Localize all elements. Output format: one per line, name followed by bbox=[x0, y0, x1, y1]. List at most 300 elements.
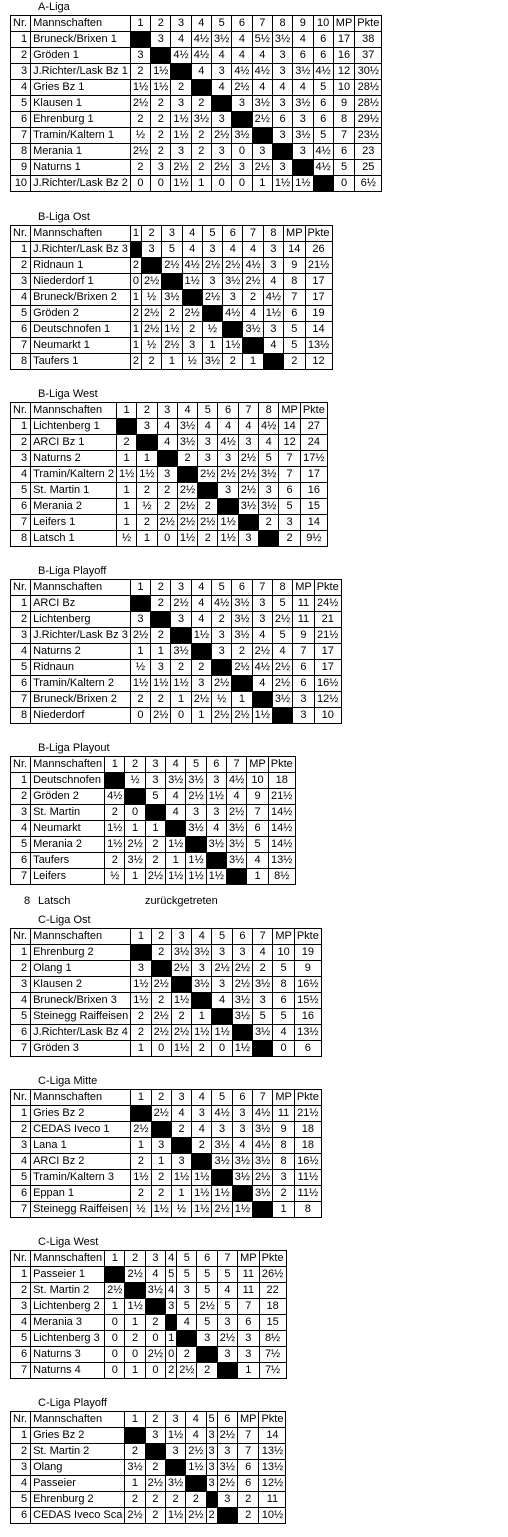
score-cell: 9 bbox=[333, 96, 355, 112]
score-cell: 3½ bbox=[293, 128, 313, 144]
score-cell: 2 bbox=[186, 1492, 206, 1508]
rank-cell: 4 bbox=[11, 1476, 31, 1492]
column-header: 5 bbox=[212, 929, 232, 945]
score-cell: 2 bbox=[151, 96, 171, 112]
score-cell: 3 bbox=[137, 419, 157, 435]
rank-cell: 4 bbox=[11, 1154, 31, 1170]
score-cell: 3½ bbox=[232, 1154, 252, 1170]
score-cell: 3½ bbox=[177, 435, 197, 451]
score-cell: 18 bbox=[259, 1299, 286, 1315]
score-cell: 1 bbox=[192, 1009, 212, 1025]
table-row bbox=[11, 112, 382, 128]
score-cell: 1 bbox=[130, 290, 141, 306]
score-cell: 6 bbox=[313, 32, 333, 48]
score-cell: 1 bbox=[131, 1041, 151, 1057]
score-cell: 2½ bbox=[212, 676, 232, 692]
score-cell: 3 bbox=[192, 1106, 212, 1122]
score-cell: 1 bbox=[116, 483, 136, 499]
score-cell: 4 bbox=[232, 32, 252, 48]
score-cell: 1 bbox=[116, 499, 136, 515]
column-header: 6 bbox=[217, 1412, 237, 1428]
score-cell: 14 bbox=[300, 515, 327, 531]
score-cell: 22 bbox=[259, 1283, 286, 1299]
score-cell: 5 bbox=[177, 1299, 197, 1315]
rank-cell: 3 bbox=[11, 64, 31, 80]
score-cell: 12 bbox=[279, 435, 301, 451]
self-match-cell bbox=[223, 322, 243, 338]
score-cell: 8 bbox=[273, 1154, 295, 1170]
team-cell: Naturns 2 bbox=[31, 644, 131, 660]
score-cell: 2½ bbox=[232, 977, 252, 993]
score-cell: 3 bbox=[217, 1315, 237, 1331]
score-cell: 3 bbox=[293, 112, 313, 128]
score-cell: 1½ bbox=[137, 467, 157, 483]
column-header: Pkte bbox=[300, 403, 327, 419]
score-cell: 2 bbox=[145, 1508, 165, 1524]
score-cell: 5 bbox=[197, 1315, 217, 1331]
self-match-cell bbox=[145, 805, 165, 821]
score-cell: 3 bbox=[272, 64, 292, 80]
score-cell: 3½ bbox=[186, 821, 206, 837]
score-cell: 1 bbox=[171, 1186, 191, 1202]
score-cell: 5 bbox=[284, 322, 306, 338]
score-cell: ½ bbox=[182, 354, 202, 370]
score-cell: 2 bbox=[131, 1154, 151, 1170]
score-cell: 3 bbox=[212, 945, 232, 961]
rank-cell: 4 bbox=[11, 1315, 31, 1331]
score-cell: 3 bbox=[238, 435, 258, 451]
score-cell: 4 bbox=[273, 1025, 295, 1041]
table-row bbox=[11, 708, 342, 724]
score-cell: 4½ bbox=[212, 1106, 232, 1122]
rank-cell: 1 bbox=[11, 1267, 31, 1283]
score-cell: 2½ bbox=[130, 144, 150, 160]
score-cell: 11 bbox=[293, 612, 315, 628]
score-cell: 3½ bbox=[232, 128, 252, 144]
score-cell: 2½ bbox=[218, 467, 238, 483]
standings-table bbox=[10, 756, 296, 885]
column-header: 10 bbox=[313, 16, 333, 32]
score-cell: 1½ bbox=[171, 1170, 191, 1186]
score-cell: 2 bbox=[141, 354, 161, 370]
self-match-cell bbox=[217, 1508, 237, 1524]
table-row bbox=[11, 1347, 287, 1363]
score-cell: 0 bbox=[212, 176, 232, 192]
score-cell: ½ bbox=[137, 499, 157, 515]
score-cell: 2 bbox=[151, 945, 171, 961]
score-cell: 3 bbox=[151, 660, 171, 676]
score-cell: 5 bbox=[197, 1283, 217, 1299]
score-cell: 3½ bbox=[253, 1154, 273, 1170]
score-cell: 2 bbox=[171, 1009, 191, 1025]
score-cell: 2 bbox=[105, 805, 125, 821]
column-header: 5 bbox=[198, 403, 218, 419]
score-cell: 1½ bbox=[130, 676, 150, 692]
score-cell: 2½ bbox=[145, 1347, 165, 1363]
column-header: Nr. bbox=[11, 403, 31, 419]
score-cell: 6 bbox=[272, 112, 292, 128]
score-cell: 0 bbox=[125, 805, 145, 821]
self-match-cell bbox=[130, 32, 150, 48]
score-cell: 2½ bbox=[171, 596, 191, 612]
score-cell: 6 bbox=[237, 1476, 259, 1492]
team-cell: ARCI Bz 1 bbox=[31, 435, 117, 451]
score-cell: 3 bbox=[272, 48, 292, 64]
table-row bbox=[11, 435, 328, 451]
score-cell: 9½ bbox=[300, 531, 327, 547]
score-cell: 1½ bbox=[223, 338, 243, 354]
score-cell: 1½ bbox=[263, 306, 283, 322]
score-cell: 12½ bbox=[314, 692, 341, 708]
table-row bbox=[11, 961, 322, 977]
score-cell: 1½ bbox=[171, 993, 191, 1009]
column-header: 2 bbox=[145, 1412, 165, 1428]
team-cell: Niederdorf bbox=[31, 708, 131, 724]
score-cell: 3½ bbox=[259, 499, 279, 515]
self-match-cell bbox=[157, 451, 177, 467]
score-cell: 3 bbox=[166, 1299, 177, 1315]
column-header: 6 bbox=[223, 226, 243, 242]
score-cell: 24½ bbox=[314, 596, 341, 612]
score-cell: 26½ bbox=[259, 1267, 286, 1283]
score-cell: 6 bbox=[313, 48, 333, 64]
self-match-cell bbox=[151, 961, 171, 977]
score-cell: 2 bbox=[151, 1186, 171, 1202]
score-cell: 13½ bbox=[259, 1460, 286, 1476]
table-row bbox=[11, 322, 333, 338]
score-cell: 2 bbox=[191, 128, 211, 144]
table-row bbox=[11, 692, 342, 708]
team-cell: Olang bbox=[31, 1460, 125, 1476]
score-cell: 2½ bbox=[232, 80, 252, 96]
score-cell: 0 bbox=[166, 1347, 177, 1363]
rank-cell: 3 bbox=[11, 977, 31, 993]
score-cell: 3 bbox=[252, 596, 272, 612]
team-cell: ARCI Bz bbox=[31, 596, 131, 612]
score-cell: 2½ bbox=[141, 274, 161, 290]
score-cell: 3½ bbox=[217, 1460, 237, 1476]
team-cell: Deutschnofen 1 bbox=[31, 322, 131, 338]
score-cell: 4 bbox=[252, 48, 272, 64]
score-cell: 4½ bbox=[223, 306, 243, 322]
score-cell: 2 bbox=[130, 306, 141, 322]
team-cell: Olang 1 bbox=[31, 961, 131, 977]
team-cell: Tramin/Kaltern 2 bbox=[31, 467, 117, 483]
rank-cell: 6 bbox=[11, 322, 31, 338]
score-cell: 2½ bbox=[186, 1444, 206, 1460]
score-cell: 17 bbox=[305, 290, 332, 306]
rank-cell: 5 bbox=[11, 306, 31, 322]
column-header: Pkte bbox=[294, 1090, 321, 1106]
table-row bbox=[11, 290, 333, 306]
score-cell: 2 bbox=[151, 144, 171, 160]
table-row bbox=[11, 467, 328, 483]
score-cell: 1½ bbox=[105, 837, 125, 853]
withdrawn-note: zurückgetreten bbox=[145, 895, 218, 907]
score-cell: ½ bbox=[171, 1202, 191, 1218]
score-cell: 13½ bbox=[294, 1025, 321, 1041]
score-cell: 3 bbox=[212, 628, 232, 644]
score-cell: 2½ bbox=[125, 1267, 145, 1283]
column-header: 9 bbox=[293, 16, 313, 32]
score-cell: 14½ bbox=[268, 821, 295, 837]
section-title: B-Liga West bbox=[38, 388, 98, 400]
score-cell: 3 bbox=[151, 1138, 171, 1154]
self-match-cell bbox=[198, 483, 218, 499]
column-header: 6 bbox=[218, 403, 238, 419]
table-row bbox=[11, 1170, 322, 1186]
self-match-cell bbox=[206, 1492, 217, 1508]
team-cell: Merania 1 bbox=[31, 144, 131, 160]
score-cell: 14 bbox=[279, 419, 301, 435]
score-cell: 37 bbox=[355, 48, 382, 64]
score-cell: 1½ bbox=[162, 322, 182, 338]
score-cell: 1½ bbox=[171, 128, 191, 144]
score-cell: 3½ bbox=[192, 977, 212, 993]
team-cell: J.Richter/Lask Bz 4 bbox=[31, 1025, 131, 1041]
score-cell: 21½ bbox=[305, 258, 332, 274]
score-cell: 5 bbox=[313, 128, 333, 144]
table-row bbox=[11, 128, 382, 144]
rank-cell: 4 bbox=[11, 821, 31, 837]
standings-table bbox=[10, 579, 342, 724]
score-cell: 1 bbox=[130, 644, 150, 660]
column-header: 6 bbox=[232, 16, 252, 32]
self-match-cell bbox=[272, 708, 292, 724]
score-cell: 6 bbox=[247, 821, 269, 837]
score-cell: 3½ bbox=[238, 499, 258, 515]
score-cell: 3 bbox=[171, 612, 191, 628]
self-match-cell bbox=[141, 258, 161, 274]
team-cell: Passeier bbox=[31, 1476, 125, 1492]
score-cell: 1 bbox=[273, 1202, 295, 1218]
rank-cell: 2 bbox=[11, 612, 31, 628]
rank-cell: 3 bbox=[11, 451, 31, 467]
score-cell: 3 bbox=[232, 1106, 252, 1122]
column-header: MP bbox=[279, 403, 301, 419]
score-cell: 3 bbox=[171, 144, 191, 160]
score-cell: 2½ bbox=[217, 1476, 237, 1492]
rank-cell: 5 bbox=[11, 1492, 31, 1508]
self-match-cell bbox=[105, 1267, 125, 1283]
score-cell: 2½ bbox=[141, 306, 161, 322]
score-cell: 1½ bbox=[192, 1025, 212, 1041]
score-cell: 2 bbox=[131, 1009, 151, 1025]
self-match-cell bbox=[259, 531, 279, 547]
table-row bbox=[11, 274, 333, 290]
score-cell: 4½ bbox=[313, 160, 333, 176]
column-header: 2 bbox=[125, 757, 145, 773]
score-cell: 2½ bbox=[186, 1508, 206, 1524]
rank-cell: 3 bbox=[11, 274, 31, 290]
self-match-cell bbox=[145, 1299, 165, 1315]
score-cell: 5 bbox=[145, 789, 165, 805]
score-cell: 12 bbox=[305, 354, 332, 370]
score-cell: 16 bbox=[333, 48, 355, 64]
score-cell: 2½ bbox=[198, 467, 218, 483]
team-cell: Ridnaun 1 bbox=[31, 258, 131, 274]
column-header: 4 bbox=[177, 403, 197, 419]
score-cell: 5 bbox=[273, 1009, 295, 1025]
score-cell: 9 bbox=[273, 1122, 295, 1138]
score-cell: 2 bbox=[284, 354, 306, 370]
column-header: 7 bbox=[243, 226, 263, 242]
score-cell: 3½ bbox=[226, 853, 246, 869]
score-cell: 3 bbox=[273, 1170, 295, 1186]
score-cell: 3½ bbox=[293, 64, 313, 80]
rank-cell: 6 bbox=[11, 1347, 31, 1363]
column-header: Mannschaften bbox=[31, 226, 131, 242]
score-cell: 2½ bbox=[162, 338, 182, 354]
score-cell: 18 bbox=[294, 1122, 321, 1138]
score-cell: 1½ bbox=[212, 1025, 232, 1041]
score-cell: 2 bbox=[177, 451, 197, 467]
team-cell: Lichtenberg 1 bbox=[31, 419, 117, 435]
header-row bbox=[11, 757, 296, 773]
score-cell: ½ bbox=[130, 128, 150, 144]
score-cell: 10 bbox=[333, 80, 355, 96]
team-cell: J.Richter/Lask Bz 3 bbox=[31, 242, 131, 258]
column-header: Nr. bbox=[11, 226, 31, 242]
score-cell: 5 bbox=[253, 1009, 273, 1025]
score-cell: 14 bbox=[305, 322, 332, 338]
standings-table bbox=[10, 15, 382, 192]
score-cell: 1½ bbox=[131, 1170, 151, 1186]
score-cell: 4½ bbox=[191, 32, 211, 48]
score-cell: 1½ bbox=[171, 176, 191, 192]
score-cell: 1 bbox=[151, 1154, 171, 1170]
column-header: 7 bbox=[217, 1251, 237, 1267]
rank-cell: 1 bbox=[11, 242, 31, 258]
score-cell: 3½ bbox=[272, 32, 292, 48]
score-cell: 3 bbox=[212, 1122, 232, 1138]
table-row bbox=[11, 1025, 322, 1041]
score-cell: 3 bbox=[293, 144, 313, 160]
team-cell: Ridnaun bbox=[31, 660, 131, 676]
team-cell: Ehrenburg 1 bbox=[31, 112, 131, 128]
table-row bbox=[11, 821, 296, 837]
score-cell: 17 bbox=[305, 274, 332, 290]
score-cell: 2 bbox=[177, 1347, 197, 1363]
score-cell: 3½ bbox=[293, 96, 313, 112]
column-header: 5 bbox=[186, 757, 206, 773]
score-cell: 1 bbox=[166, 1331, 177, 1347]
table-row bbox=[11, 32, 382, 48]
score-cell: 3½ bbox=[226, 837, 246, 853]
score-cell: 13½ bbox=[259, 1444, 286, 1460]
score-cell: 2½ bbox=[177, 499, 197, 515]
rank-cell: 9 bbox=[11, 160, 31, 176]
column-header: 1 bbox=[105, 1251, 125, 1267]
column-header: 4 bbox=[166, 1251, 177, 1267]
score-cell: 2½ bbox=[182, 306, 202, 322]
rank-cell: 5 bbox=[11, 837, 31, 853]
score-cell: 1 bbox=[162, 354, 182, 370]
score-cell: 1½ bbox=[171, 112, 191, 128]
score-cell: 6 bbox=[313, 112, 333, 128]
score-cell: 4½ bbox=[259, 419, 279, 435]
score-cell: 3½ bbox=[212, 1154, 232, 1170]
column-header: 5 bbox=[212, 580, 232, 596]
team-cell: Lichtenberg bbox=[31, 612, 131, 628]
score-cell: 3½ bbox=[202, 354, 222, 370]
column-header: 3 bbox=[145, 757, 165, 773]
score-cell: 7 bbox=[293, 644, 315, 660]
table-row bbox=[11, 977, 322, 993]
score-cell: 4 bbox=[263, 338, 283, 354]
score-cell: 8 bbox=[273, 1138, 295, 1154]
score-cell: 3 bbox=[145, 1428, 165, 1444]
score-cell: 6 bbox=[237, 1460, 259, 1476]
score-cell: 5 bbox=[217, 1299, 237, 1315]
column-header: Nr. bbox=[11, 1251, 31, 1267]
score-cell: 1½ bbox=[218, 515, 238, 531]
score-cell: 2½ bbox=[177, 1363, 197, 1379]
self-match-cell bbox=[253, 1202, 273, 1218]
score-cell: 1½ bbox=[166, 869, 186, 885]
score-cell: 1½ bbox=[151, 676, 171, 692]
table-row bbox=[11, 531, 328, 547]
score-cell: 8½ bbox=[259, 1331, 286, 1347]
score-cell: 17 bbox=[333, 32, 355, 48]
self-match-cell bbox=[131, 1106, 151, 1122]
score-cell: 3 bbox=[177, 1283, 197, 1299]
column-header: 3 bbox=[171, 580, 191, 596]
score-cell: 3 bbox=[206, 805, 226, 821]
score-cell: 24 bbox=[300, 435, 327, 451]
score-cell: 4 bbox=[259, 435, 279, 451]
score-cell: 12½ bbox=[259, 1476, 286, 1492]
rank-cell: 7 bbox=[11, 128, 31, 144]
column-header: 8 bbox=[259, 403, 279, 419]
score-cell: 28½ bbox=[355, 80, 382, 96]
self-match-cell bbox=[253, 1041, 273, 1057]
score-cell: 3½ bbox=[171, 945, 191, 961]
score-cell: 2½ bbox=[212, 961, 232, 977]
score-cell: 9 bbox=[294, 961, 321, 977]
score-cell: 4 bbox=[263, 274, 283, 290]
score-cell: 3 bbox=[217, 1492, 237, 1508]
score-cell: 3 bbox=[238, 531, 258, 547]
score-cell: 3 bbox=[202, 242, 222, 258]
score-cell: 2 bbox=[137, 515, 157, 531]
table-row bbox=[11, 805, 296, 821]
rank-cell: 7 bbox=[11, 869, 31, 885]
table-row bbox=[11, 515, 328, 531]
score-cell: 2 bbox=[171, 660, 191, 676]
column-header: 1 bbox=[130, 226, 141, 242]
team-cell: St. Martin 1 bbox=[31, 483, 117, 499]
self-match-cell bbox=[226, 869, 246, 885]
score-cell: 2½ bbox=[105, 1283, 125, 1299]
team-cell: Steinegg Raiffeisen bbox=[31, 1009, 131, 1025]
score-cell: 4 bbox=[166, 1283, 177, 1299]
score-cell: 4 bbox=[191, 64, 211, 80]
table-row bbox=[11, 451, 328, 467]
score-cell: 1 bbox=[252, 176, 272, 192]
rank-cell: 2 bbox=[11, 1122, 31, 1138]
score-cell: 4½ bbox=[226, 773, 246, 789]
header-row bbox=[11, 226, 333, 242]
column-header: 7 bbox=[252, 16, 272, 32]
score-cell: 26 bbox=[305, 242, 332, 258]
score-cell: 21½ bbox=[294, 1106, 321, 1122]
column-header: 6 bbox=[232, 580, 252, 596]
score-cell: 16½ bbox=[294, 977, 321, 993]
self-match-cell bbox=[137, 435, 157, 451]
score-cell: 2½ bbox=[177, 515, 197, 531]
column-header: 3 bbox=[171, 16, 191, 32]
